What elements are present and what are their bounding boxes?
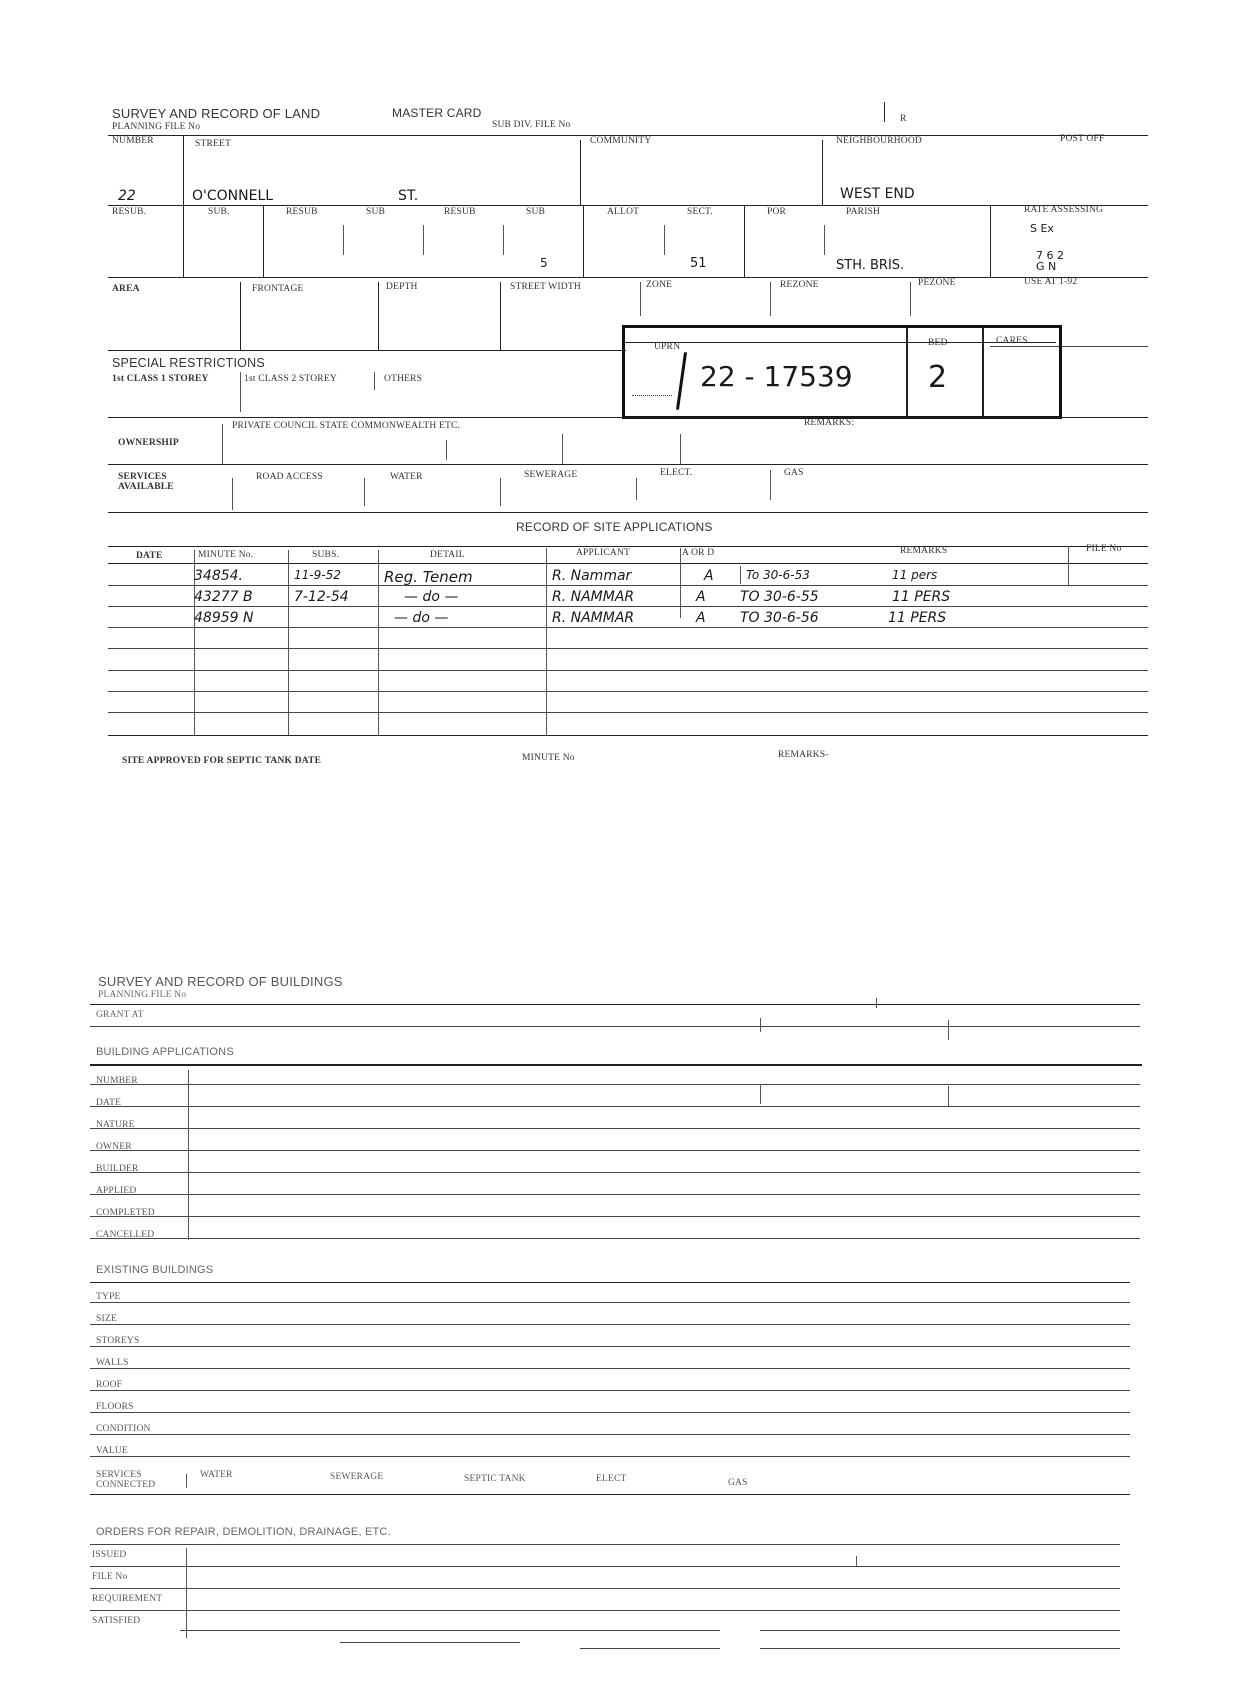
services-connected-label: SERVICES CONNECTED: [96, 1470, 156, 1490]
site-row-3-detail: — do —: [394, 610, 449, 626]
uprn-value: 22 - 17539: [700, 360, 853, 393]
elect-label: ELECT.: [660, 468, 693, 478]
rate-assessing-header: RATE ASSESSING: [1024, 205, 1104, 215]
bed-value: 2: [928, 360, 948, 395]
area-header: AREA: [112, 284, 140, 294]
site-col-remarks: REMARKS: [900, 546, 948, 556]
site-col-subs: SUBS.: [312, 550, 340, 560]
ownership-label: OWNERSHIP: [118, 438, 179, 448]
existing-row-type: TYPE: [96, 1292, 121, 1302]
bld-elect-label: ELECT: [596, 1474, 627, 1484]
app-row-builder: BUILDER: [96, 1164, 139, 1174]
street-width-header: STREET WIDTH: [510, 282, 581, 292]
site-col-applicant: APPLICANT: [576, 548, 631, 558]
site-row-3-applicant: R. NAMMAR: [552, 610, 635, 626]
por-header: POR: [767, 207, 787, 217]
existing-row-value: VALUE: [96, 1446, 128, 1456]
existing-row-roof: ROOF: [96, 1380, 123, 1390]
existing-row-walls: WALLS: [96, 1358, 129, 1368]
community-header: COMMUNITY: [590, 136, 652, 146]
site-row-2-subs: 7-12-54: [294, 589, 349, 605]
rate-assessing-value: S Ex: [1030, 222, 1054, 235]
sub-div-file-label: SUB DIV. FILE No: [492, 120, 571, 130]
services-label: SERVICES AVAILABLE: [118, 472, 174, 492]
remarks-label: REMARKS:: [804, 418, 855, 428]
use-at-value: 7 6 2 G N: [1036, 249, 1064, 273]
number-header: NUMBER: [112, 136, 154, 146]
bld-gas-label: GAS: [728, 1478, 748, 1488]
street-suffix-value: ST.: [398, 188, 419, 204]
allot-header: ALLOT: [607, 207, 640, 217]
resub2-header: RESUB: [286, 207, 318, 217]
road-access-label: ROAD ACCESS: [256, 472, 323, 482]
sub-value: 5: [540, 256, 548, 270]
site-row-3-minute: 48959 N: [194, 610, 254, 626]
building-card-title: SURVEY AND RECORD OF BUILDINGS: [98, 974, 343, 989]
app-row-nature: NATURE: [96, 1120, 135, 1130]
site-row-1-detail: Reg. Tenem: [384, 568, 473, 586]
building-file-label: PLANNING FILE No: [98, 990, 187, 1000]
septic-minute-label: MINUTE No: [522, 753, 575, 763]
sub3-header: SUB: [526, 207, 546, 217]
special-restrictions-label: SPECIAL RESTRICTIONS: [112, 356, 265, 370]
existing-row-storeys: STOREYS: [96, 1336, 140, 1346]
gas-label: GAS: [784, 468, 804, 478]
neighbourhood-header: NEIGHBOURHOOD: [836, 136, 922, 146]
site-apps-title: RECORD OF SITE APPLICATIONS: [516, 520, 713, 534]
resub3-header: RESUB: [444, 207, 476, 217]
bld-water-label: WATER: [200, 1470, 233, 1480]
site-row-3-remarks2: 11 PERS: [888, 610, 947, 626]
neighbourhood-value: WEST END: [840, 186, 915, 202]
planning-file-label: PLANNING FILE No: [112, 122, 201, 132]
site-row-2-detail: — do —: [404, 589, 459, 605]
site-row-1-subs: 11-9-52: [294, 568, 341, 582]
pezone-header: PEZONE: [918, 278, 956, 288]
site-row-2-remarks: TO 30-6-55: [740, 589, 819, 605]
ownership-types-label: PRIVATE COUNCIL STATE COMMONWEALTH ETC.: [232, 421, 461, 431]
site-row-2-a-or-d: A: [696, 589, 706, 605]
app-row-cancelled: CANCELLED: [96, 1230, 155, 1240]
sect-value: 51: [690, 256, 707, 271]
r-label: R: [900, 114, 907, 124]
existing-row-condition: CONDITION: [96, 1424, 151, 1434]
site-row-2-remarks2: 11 PERS: [892, 589, 951, 605]
orders-row-file: FILE No: [92, 1572, 128, 1582]
use-at-header: USE AT 1-92: [1024, 277, 1078, 287]
existing-title: EXISTING BUILDINGS: [96, 1264, 214, 1276]
site-col-file: FILE No: [1086, 544, 1122, 554]
site-row-1-minute: 34854.: [194, 568, 243, 584]
site-col-a-or-d: A OR D: [682, 548, 715, 558]
post-off-header: POST OFF: [1060, 134, 1105, 144]
app-row-date: DATE: [96, 1098, 122, 1108]
building-apps-title: BUILDING APPLICATIONS: [96, 1046, 234, 1058]
parish-value: STH. BRIS.: [836, 258, 905, 273]
street-header: STREET: [195, 139, 232, 149]
site-row-1-applicant: R. Nammar: [552, 568, 632, 584]
number-value: 22: [118, 188, 136, 204]
uprn-label: UPRN: [654, 342, 681, 352]
site-col-minute: MINUTE No.: [198, 550, 254, 560]
site-row-1-remarks2: 11 pers: [892, 568, 938, 582]
app-row-completed: COMPLETED: [96, 1208, 155, 1218]
app-row-applied: APPLIED: [96, 1186, 137, 1196]
septic-remarks-label: REMARKS-: [778, 750, 829, 760]
grant-at-label: GRANT AT: [96, 1010, 144, 1020]
bld-sewerage-label: SEWERAGE: [330, 1472, 384, 1482]
frontage-header: FRONTAGE: [252, 284, 304, 294]
depth-header: DEPTH: [386, 282, 418, 292]
bed-label: BED: [928, 338, 948, 348]
site-row-3-a-or-d: A: [696, 610, 706, 626]
class1-label: 1st CLASS 1 STOREY: [112, 374, 209, 384]
site-row-1-remarks: To 30-6-53: [746, 568, 810, 582]
existing-row-floors: FLOORS: [96, 1402, 134, 1412]
class2-label: 1st CLASS 2 STOREY: [244, 374, 337, 384]
others-label: OTHERS: [384, 374, 423, 384]
app-row-owner: OWNER: [96, 1142, 132, 1152]
land-card-title: SURVEY AND RECORD OF LAND: [112, 106, 321, 121]
sub-header: SUB.: [208, 207, 230, 217]
resub-header: RESUB.: [112, 207, 147, 217]
site-row-1-a-or-d: A: [704, 568, 714, 584]
orders-row-requirement: REQUIREMENT: [92, 1594, 163, 1604]
site-row-3-remarks: TO 30-6-56: [740, 610, 819, 626]
cares-label: CARES: [996, 336, 1028, 346]
bld-septic-label: SEPTIC TANK: [464, 1474, 526, 1484]
zone-header: ZONE: [646, 280, 673, 290]
septic-label: SITE APPROVED FOR SEPTIC TANK DATE: [122, 756, 322, 766]
orders-row-satisfied: SATISFIED: [92, 1616, 141, 1626]
site-col-detail: DETAIL: [430, 550, 465, 560]
existing-row-size: SIZE: [96, 1314, 117, 1324]
water-label: WATER: [390, 472, 423, 482]
site-row-2-applicant: R. NAMMAR: [552, 589, 635, 605]
sub2-header: SUB: [366, 207, 386, 217]
orders-row-issued: ISSUED: [92, 1550, 127, 1560]
sect-header: SECT.: [687, 207, 713, 217]
sewerage-label: SEWERAGE: [524, 470, 578, 480]
master-card-label: MASTER CARD: [392, 106, 482, 120]
site-row-2-minute: 43277 B: [194, 589, 253, 605]
parish-header: PARISH: [846, 207, 881, 217]
street-value: O'CONNELL: [192, 188, 274, 204]
rezone-header: REZONE: [780, 280, 819, 290]
orders-title: ORDERS FOR REPAIR, DEMOLITION, DRAINAGE, ETC.: [96, 1526, 391, 1538]
site-col-date: DATE: [136, 551, 163, 561]
app-row-number: NUMBER: [96, 1076, 138, 1086]
